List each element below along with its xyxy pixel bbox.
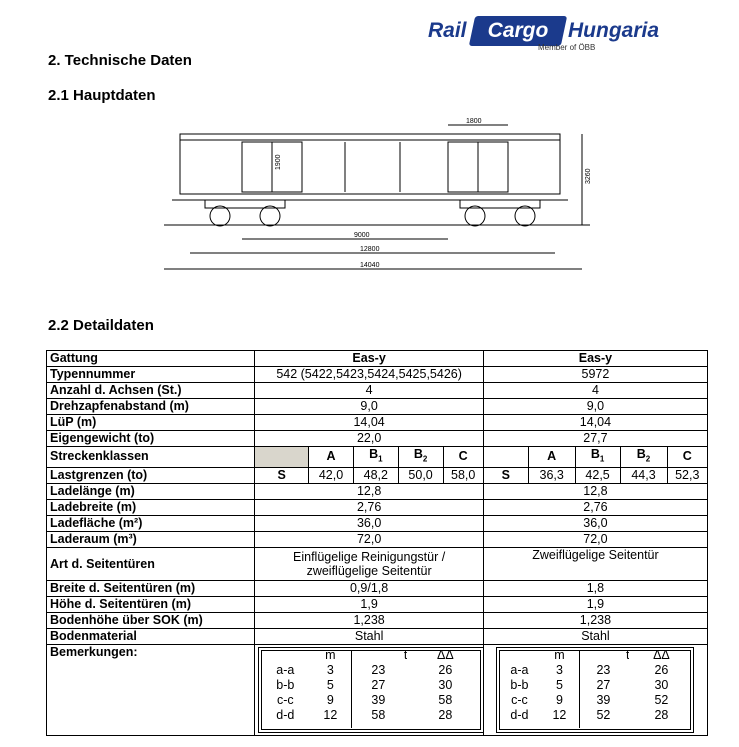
remarks-t1: 23	[371, 662, 386, 677]
table-row	[47, 367, 708, 383]
row-label: Drehzapfenabstand (m)	[47, 399, 255, 415]
remarks-m-header: m	[325, 647, 336, 662]
cell-value-b: 36,0	[483, 515, 707, 531]
logo-hungaria-text: Hungaria	[568, 19, 660, 42]
class-header: C	[667, 447, 707, 468]
table-row	[47, 644, 708, 735]
remarks-key: b-b	[510, 677, 529, 692]
remarks-cell-b	[483, 644, 707, 735]
load-limit: 44,3	[620, 467, 667, 483]
table-row	[47, 580, 708, 596]
table-row	[47, 351, 708, 367]
dim-body-length: 12800	[360, 246, 380, 253]
logo-rail-text: Rail	[428, 19, 467, 42]
table-row	[47, 431, 708, 447]
remarks-t2: 28	[438, 707, 453, 722]
section-heading-detail-data: 2.2 Detaildaten	[48, 317, 154, 334]
remarks-t2: 58	[438, 692, 453, 707]
section-heading-main-data: 2.1 Hauptdaten	[48, 87, 156, 104]
row-label: Lastgrenzen (to)	[47, 467, 255, 483]
row-label: Ladebreite (m)	[47, 499, 255, 515]
row-label: Laderaum (m³)	[47, 531, 255, 547]
cell-value-a: 1,238	[255, 612, 484, 628]
remarks-t2: 52	[654, 692, 669, 707]
table-row	[47, 499, 708, 515]
remarks-t2: 26	[438, 662, 453, 677]
remarks-box-b	[496, 647, 694, 733]
load-limit: 48,2	[353, 467, 398, 483]
remarks-t2: 26	[654, 662, 669, 677]
row-label: Gattung	[47, 351, 255, 367]
table-row	[47, 547, 708, 580]
row-label: Eigengewicht (to)	[47, 431, 255, 447]
remarks-t1: 39	[371, 692, 386, 707]
cell-value-b: 12,8	[483, 483, 707, 499]
remarks-key: a-a	[510, 662, 529, 677]
remarks-t2: 30	[438, 677, 453, 692]
rail-cargo-hungaria-logo	[428, 16, 660, 56]
row-label: Ladelänge (m)	[47, 483, 255, 499]
logo-member-text: Member of ÖBB	[538, 43, 596, 52]
row-label: Höhe d. Seitentüren (m)	[47, 596, 255, 612]
table-row	[47, 483, 708, 499]
remarks-t1: 23	[596, 662, 611, 677]
logo-cargo-text: Cargo	[487, 19, 549, 42]
dim-door-width: 1800	[466, 118, 482, 125]
remarks-m-header: m	[554, 647, 565, 662]
cell-value-a: 12,8	[255, 483, 484, 499]
remarks-t2: 30	[654, 677, 669, 692]
remarks-key: c-c	[511, 692, 528, 707]
cell-value-b: Eas-y	[483, 351, 707, 367]
detail-data-table	[46, 350, 708, 736]
cell-value-a: 4	[255, 383, 484, 399]
cell-value-a: 72,0	[255, 531, 484, 547]
row-label: Bodenmaterial	[47, 628, 255, 644]
class-header: $B_1$	[575, 447, 620, 468]
row-label: Ladefläche (m²)	[47, 515, 255, 531]
cell-value-b: 72,0	[483, 531, 707, 547]
remarks-m: 12	[323, 707, 338, 722]
remarks-m: 3	[326, 662, 334, 677]
cell-value-b: 27,7	[483, 431, 707, 447]
table-row	[47, 415, 708, 431]
cell-value-a: 22,0	[255, 431, 484, 447]
remarks-t1: 58	[371, 707, 386, 722]
cell-value-b: 9,0	[483, 399, 707, 415]
class-header: C	[443, 447, 483, 468]
row-label: Streckenklassen	[47, 447, 255, 468]
s-class: S	[255, 467, 309, 483]
cell-value-b: 1,9	[483, 596, 707, 612]
s-class: S	[483, 467, 528, 483]
load-limit: 58,0	[443, 467, 483, 483]
cell-value-a: 2,76	[255, 499, 484, 515]
remarks-m: 3	[555, 662, 563, 677]
load-limit: 36,3	[528, 467, 575, 483]
cell-value-b: 2,76	[483, 499, 707, 515]
remarks-m: 12	[552, 707, 567, 722]
remarks-key: d-d	[510, 707, 529, 722]
row-label: Anzahl d. Achsen (St.)	[47, 383, 255, 399]
remarks-t-header: t	[625, 647, 630, 662]
remarks-t2: 28	[654, 707, 669, 722]
table-row	[47, 399, 708, 415]
table-row	[47, 467, 708, 483]
wagon-drawing	[150, 112, 600, 282]
remarks-t1: 39	[596, 692, 611, 707]
table-row	[47, 515, 708, 531]
row-label: LüP (m)	[47, 415, 255, 431]
remarks-m: 9	[555, 692, 563, 707]
cell-value-a: 1,9	[255, 596, 484, 612]
empty-cell	[483, 447, 528, 468]
table-row	[47, 596, 708, 612]
remarks-box-a	[258, 647, 483, 733]
cell-value-a: 9,0	[255, 399, 484, 415]
remarks-t1: 27	[596, 677, 611, 692]
remarks-table-b: m t ΔΔ a-a 3 23 26 b-b 5 27 30 c-c 9 39 52 d-d 12 52 28	[497, 648, 693, 723]
remarks-m: 5	[555, 677, 563, 692]
load-limit: 50,0	[398, 467, 443, 483]
cell-value-b: Stahl	[483, 628, 707, 644]
cell-value-a: Stahl	[255, 628, 484, 644]
row-label: Typennummer	[47, 367, 255, 383]
remarks-key: b-b	[276, 677, 295, 692]
remarks-key: c-c	[277, 692, 294, 707]
cell-value-a: Einflügelige Reinigungstür / zweiflügelige Seitentür	[255, 547, 484, 580]
table-row	[47, 612, 708, 628]
row-label: Bemerkungen:	[47, 644, 255, 735]
table-row	[47, 531, 708, 547]
dim-height: 3260	[585, 168, 592, 184]
class-header: A	[309, 447, 354, 468]
row-label: Breite d. Seitentüren (m)	[47, 580, 255, 596]
class-header: $B_2$	[620, 447, 667, 468]
cell-value-a: 542 (5422,5423,5424,5425,5426)	[255, 367, 484, 383]
row-label: Bodenhöhe über SOK (m)	[47, 612, 255, 628]
table-row	[47, 383, 708, 399]
logo-cargo-box	[469, 16, 567, 46]
cell-value-a: Eas-y	[255, 351, 484, 367]
cell-value-a: 14,04	[255, 415, 484, 431]
class-header: $B_2$	[398, 447, 443, 468]
cell-value-b: 1,238	[483, 612, 707, 628]
class-header: $B_1$	[353, 447, 398, 468]
dim-door-height: 1900	[275, 154, 282, 170]
remarks-t1: 52	[596, 707, 611, 722]
remarks-m: 5	[326, 677, 334, 692]
cell-value-a: 36,0	[255, 515, 484, 531]
remarks-t1: 27	[371, 677, 386, 692]
cell-value-b: 14,04	[483, 415, 707, 431]
load-limit: 52,3	[667, 467, 707, 483]
cell-value-b: 4	[483, 383, 707, 399]
remarks-key: d-d	[276, 707, 295, 722]
dim-pivot: 9000	[354, 232, 370, 239]
table-row	[47, 628, 708, 644]
cell-value-a: 0,9/1,8	[255, 580, 484, 596]
remarks-cell-a	[255, 644, 484, 735]
row-label: Art d. Seitentüren	[47, 547, 255, 580]
remarks-t-header: t	[403, 647, 408, 662]
shaded-cell	[255, 447, 309, 468]
class-header: A	[528, 447, 575, 468]
remarks-m: 9	[326, 692, 334, 707]
remarks-key: a-a	[276, 662, 295, 677]
table-row	[47, 447, 708, 468]
load-limit: 42,0	[309, 467, 354, 483]
dim-total-length: 14040	[360, 262, 380, 269]
cell-value-b: 1,8	[483, 580, 707, 596]
remarks-table-a: m t ΔΔ a-a 3 23 26 b-b 5 27 30 c-c 9 39 58 d-d 12 58 28	[259, 648, 483, 723]
cell-value-b: 5972	[483, 367, 707, 383]
cell-value-b: Zweiflügelige Seitentür	[483, 547, 707, 580]
wagon-body	[180, 134, 560, 194]
section-heading-technical-data: 2. Technische Daten	[48, 52, 192, 69]
load-limit: 42,5	[575, 467, 620, 483]
